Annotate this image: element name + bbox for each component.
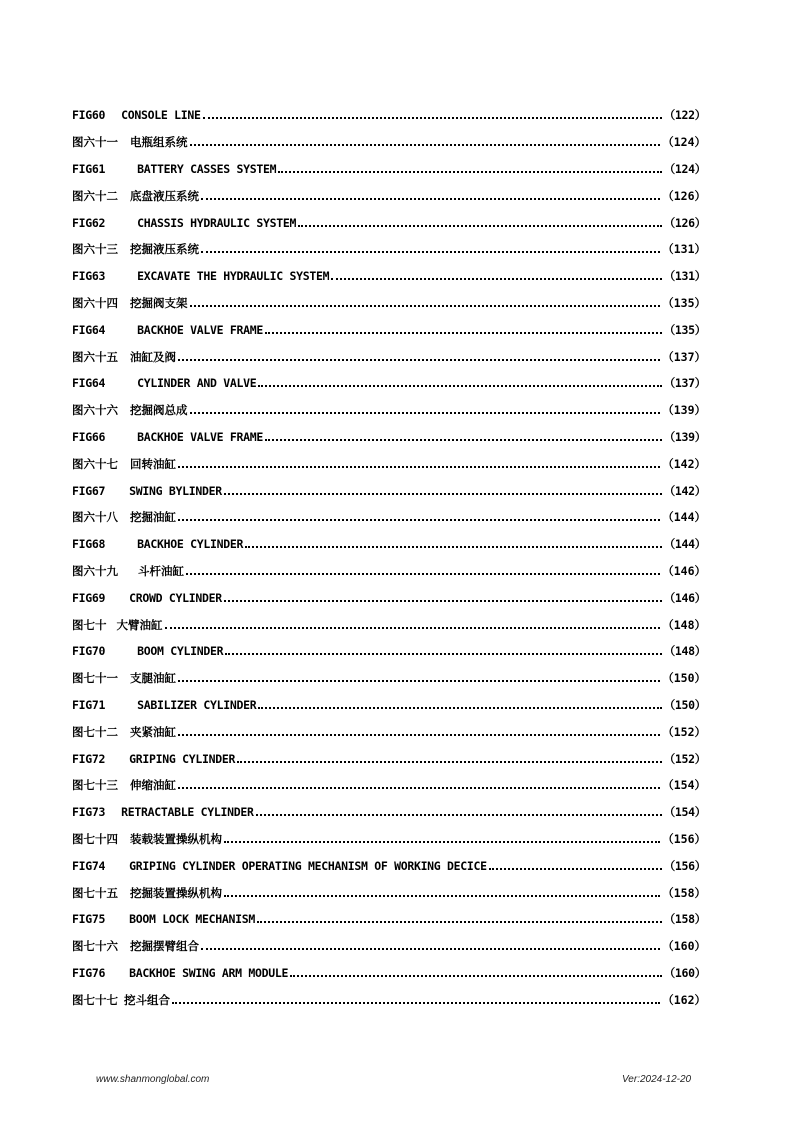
toc-entry-page: （146）	[662, 563, 706, 578]
toc-entry-page: （152）	[663, 751, 706, 766]
toc-entry-title: 挖掘液压系统	[130, 242, 199, 257]
dot-leader	[178, 680, 660, 682]
toc-entry-page: （144）	[662, 510, 706, 525]
toc-entry-number: FIG63	[72, 269, 106, 284]
toc-entry[interactable]	[72, 263, 706, 290]
toc-entry[interactable]	[72, 826, 706, 853]
toc-entry-page: （148）	[662, 617, 706, 632]
toc-entry-title: SABILIZER CYLINDER	[137, 697, 257, 712]
toc-entry[interactable]	[72, 933, 706, 960]
toc-entry-title: BACKHOE VALVE FRAME	[137, 429, 263, 444]
dot-leader	[224, 895, 660, 897]
dot-leader	[224, 600, 662, 602]
toc-entry-title: BACKHOE SWING ARM MODULE	[129, 965, 289, 980]
toc-entry-page: （156）	[663, 858, 706, 873]
dot-leader	[190, 144, 661, 146]
toc-entry[interactable]	[72, 799, 706, 826]
footer-version: Ver:2024-12-20	[622, 1074, 692, 1085]
toc-entry[interactable]	[72, 343, 706, 370]
toc-entry-title: BACKHOE VALVE FRAME	[137, 322, 263, 337]
dot-leader	[190, 412, 661, 414]
dot-leader	[298, 225, 662, 227]
toc-entry-title: CROWD CYLINDER	[129, 590, 222, 605]
toc-entry-number: FIG61	[72, 161, 106, 176]
toc-entry-title: SWING BYLINDER	[129, 483, 222, 498]
toc-entry[interactable]	[72, 236, 706, 263]
toc-entry-number: FIG73	[72, 805, 106, 820]
toc-entry[interactable]	[72, 290, 706, 317]
toc-entry-number: 图六十六	[72, 403, 118, 418]
toc-entry-title: 挖斗组合	[124, 992, 170, 1007]
toc-entry-title: 挖掘阀支架	[130, 295, 188, 310]
toc-entry-page: （150）	[662, 671, 706, 686]
toc-entry-number: 图七十六	[72, 939, 118, 954]
toc-entry[interactable]	[72, 638, 706, 665]
toc-entry[interactable]	[72, 477, 706, 504]
toc-entry-number: FIG75	[72, 912, 106, 927]
toc-entry-page: （126）	[663, 215, 706, 230]
dot-leader	[178, 734, 660, 736]
toc-entry-number: 图六十五	[72, 349, 118, 364]
toc-entry-page: （160）	[662, 939, 706, 954]
toc-entry-title: EXCAVATE THE HYDRAULIC SYSTEM	[137, 269, 330, 284]
toc-entry[interactable]	[72, 370, 706, 397]
toc-entry-title: 挖掘摆臂组合	[130, 939, 199, 954]
toc-entry[interactable]	[72, 584, 706, 611]
toc-entry-page: （158）	[662, 885, 706, 900]
dot-leader	[178, 359, 660, 361]
toc-entry-title: GRIPING CYLINDER OPERATING MECHANISM OF WORKING DECICE	[129, 858, 487, 873]
dot-leader	[290, 975, 662, 977]
toc-entry[interactable]	[72, 745, 706, 772]
dot-leader	[489, 868, 662, 870]
toc-entry-title: GRIPING CYLINDER	[129, 751, 236, 766]
toc-entry-title: BACKHOE CYLINDER	[137, 537, 244, 552]
toc-entry-page: （124）	[662, 135, 706, 150]
toc-entry-title: 挖掘装置操纵机构	[130, 885, 222, 900]
toc-entry[interactable]	[72, 906, 706, 933]
toc-entry-page: （148）	[663, 644, 706, 659]
toc-entry-title: 伸缩油缸	[130, 778, 176, 793]
dot-leader	[178, 787, 660, 789]
dot-leader	[265, 332, 662, 334]
toc-entry[interactable]	[72, 960, 706, 987]
toc-entry-page: （139）	[663, 429, 706, 444]
toc-entry[interactable]	[72, 558, 706, 585]
toc-entry-number: 图七十	[72, 617, 107, 632]
toc-entry-page: （135）	[662, 295, 706, 310]
toc-entry[interactable]	[72, 129, 706, 156]
toc-entry-page: （160）	[663, 965, 706, 980]
toc-entry-page: （158）	[663, 912, 706, 927]
toc-entry-number: FIG72	[72, 751, 106, 766]
toc-entry[interactable]	[72, 986, 706, 1013]
toc-entry-title: BOOM LOCK MECHANISM	[129, 912, 255, 927]
dot-leader	[203, 117, 662, 119]
dot-leader	[186, 573, 660, 575]
toc-entry-number: 图七十三	[72, 778, 118, 793]
toc-entry[interactable]	[72, 316, 706, 343]
toc-entry-number: 图七十一	[72, 671, 118, 686]
toc-entry[interactable]	[72, 665, 706, 692]
footer-website: www.shanmonglobal.com	[96, 1074, 210, 1085]
dot-leader	[258, 385, 661, 387]
toc-entry-title: 大臂油缸	[116, 617, 163, 632]
toc-entry-title: 斗杆油缸	[138, 563, 184, 578]
toc-entry-title: 回转油缸	[130, 456, 176, 471]
toc-entry-page: （131）	[663, 269, 706, 284]
toc-entry-number: 图六十一	[72, 135, 118, 150]
toc-entry-title: BOOM CYLINDER	[137, 644, 224, 659]
toc-entry[interactable]	[72, 718, 706, 745]
dot-leader	[265, 439, 662, 441]
toc-entry-number: 图六十八	[72, 510, 118, 525]
toc-entry[interactable]	[72, 397, 706, 424]
toc-entry-number: FIG70	[72, 644, 106, 659]
dot-leader	[237, 761, 662, 763]
toc-entry[interactable]	[72, 772, 706, 799]
toc-entry-page: （137）	[663, 376, 706, 391]
toc-entry-title: BATTERY CASSES SYSTEM	[137, 161, 277, 176]
toc-entry-title: CONSOLE LINE	[121, 108, 201, 123]
toc-entry-page: （131）	[662, 242, 706, 257]
dot-leader	[331, 278, 662, 280]
toc-entry-page: （162）	[662, 992, 706, 1007]
toc-entry-number: 图六十七	[72, 456, 118, 471]
dot-leader	[258, 707, 661, 709]
toc-entry-number: FIG60	[72, 108, 106, 123]
toc-entry[interactable]	[72, 182, 706, 209]
toc-entry[interactable]	[72, 209, 706, 236]
toc-entry[interactable]	[72, 692, 706, 719]
dot-leader	[245, 546, 662, 548]
dot-leader	[178, 466, 660, 468]
toc-entry[interactable]	[72, 531, 706, 558]
toc-entry-number: FIG74	[72, 858, 106, 873]
dot-leader	[201, 251, 660, 253]
toc-entry-page: （135）	[663, 322, 706, 337]
toc-entry[interactable]	[72, 156, 706, 183]
toc-entry-number: 图七十二	[72, 724, 118, 739]
toc-entry-number: FIG62	[72, 215, 106, 230]
toc-entry-number: 图六十三	[72, 242, 118, 257]
toc-entry-number: FIG64	[72, 376, 106, 391]
toc-entry-title: 底盘液压系统	[130, 188, 199, 203]
toc-entry-page: （150）	[663, 697, 706, 712]
toc-entry-title: CHASSIS HYDRAULIC SYSTEM	[137, 215, 297, 230]
toc-entry[interactable]	[72, 102, 706, 129]
toc-entry-page: （146）	[663, 590, 706, 605]
toc-entry-title: 油缸及阀	[130, 349, 176, 364]
toc-entry-number: 图七十七	[72, 992, 118, 1007]
toc-entry-number: 图六十四	[72, 295, 118, 310]
toc-entry-page: （156）	[662, 831, 706, 846]
toc-entry[interactable]	[72, 852, 706, 879]
toc-entry-title: 电瓶组系统	[130, 135, 188, 150]
toc-entry-page: （154）	[663, 805, 706, 820]
toc-entry-page: （139）	[662, 403, 706, 418]
toc-entry[interactable]	[72, 450, 706, 477]
toc-entry[interactable]	[72, 504, 706, 531]
toc-entry-number: FIG64	[72, 322, 106, 337]
toc-entry-number: 图六十二	[72, 188, 118, 203]
dot-leader	[201, 948, 660, 950]
toc-entry-title: RETRACTABLE CYLINDER	[121, 805, 254, 820]
toc-entry-number: FIG68	[72, 537, 106, 552]
toc-entry-number: 图七十四	[72, 831, 118, 846]
toc-entry[interactable]	[72, 611, 706, 638]
toc-entry-page: （142）	[663, 483, 706, 498]
toc-entry-page: （144）	[663, 537, 706, 552]
toc-entry[interactable]	[72, 424, 706, 451]
dot-leader	[256, 814, 662, 816]
toc-entry-number: FIG69	[72, 590, 106, 605]
toc-entry-page: （124）	[663, 161, 706, 176]
toc-entry-number: FIG66	[72, 429, 106, 444]
dot-leader	[172, 1002, 660, 1004]
toc-entry-number: 图七十五	[72, 885, 118, 900]
toc-entry-page: （142）	[662, 456, 706, 471]
toc-entry-number: FIG67	[72, 483, 106, 498]
table-of-contents	[72, 102, 706, 1013]
dot-leader	[224, 493, 662, 495]
toc-entry-number: 图六十九	[72, 563, 118, 578]
toc-entry-number: FIG71	[72, 697, 106, 712]
dot-leader	[190, 305, 661, 307]
dot-leader	[224, 841, 660, 843]
dot-leader	[278, 171, 661, 173]
toc-entry-page: （152）	[662, 724, 706, 739]
dot-leader	[225, 653, 661, 655]
toc-entry-title: 夹紧油缸	[130, 724, 176, 739]
toc-entry-page: （154）	[662, 778, 706, 793]
toc-entry-title: 挖掘油缸	[130, 510, 176, 525]
toc-entry-number: FIG76	[72, 965, 106, 980]
toc-entry-page: （137）	[662, 349, 706, 364]
dot-leader	[178, 519, 660, 521]
toc-entry-title: CYLINDER AND VALVE	[137, 376, 257, 391]
toc-entry-title: 支腿油缸	[130, 671, 176, 686]
toc-entry-title: 挖掘阀总成	[130, 403, 188, 418]
toc-entry-page: （122）	[663, 108, 706, 123]
dot-leader	[257, 921, 662, 923]
dot-leader	[165, 627, 661, 629]
toc-entry-title: 装载装置操纵机构	[130, 831, 222, 846]
toc-entry-page: （126）	[662, 188, 706, 203]
toc-entry[interactable]	[72, 879, 706, 906]
dot-leader	[201, 198, 660, 200]
